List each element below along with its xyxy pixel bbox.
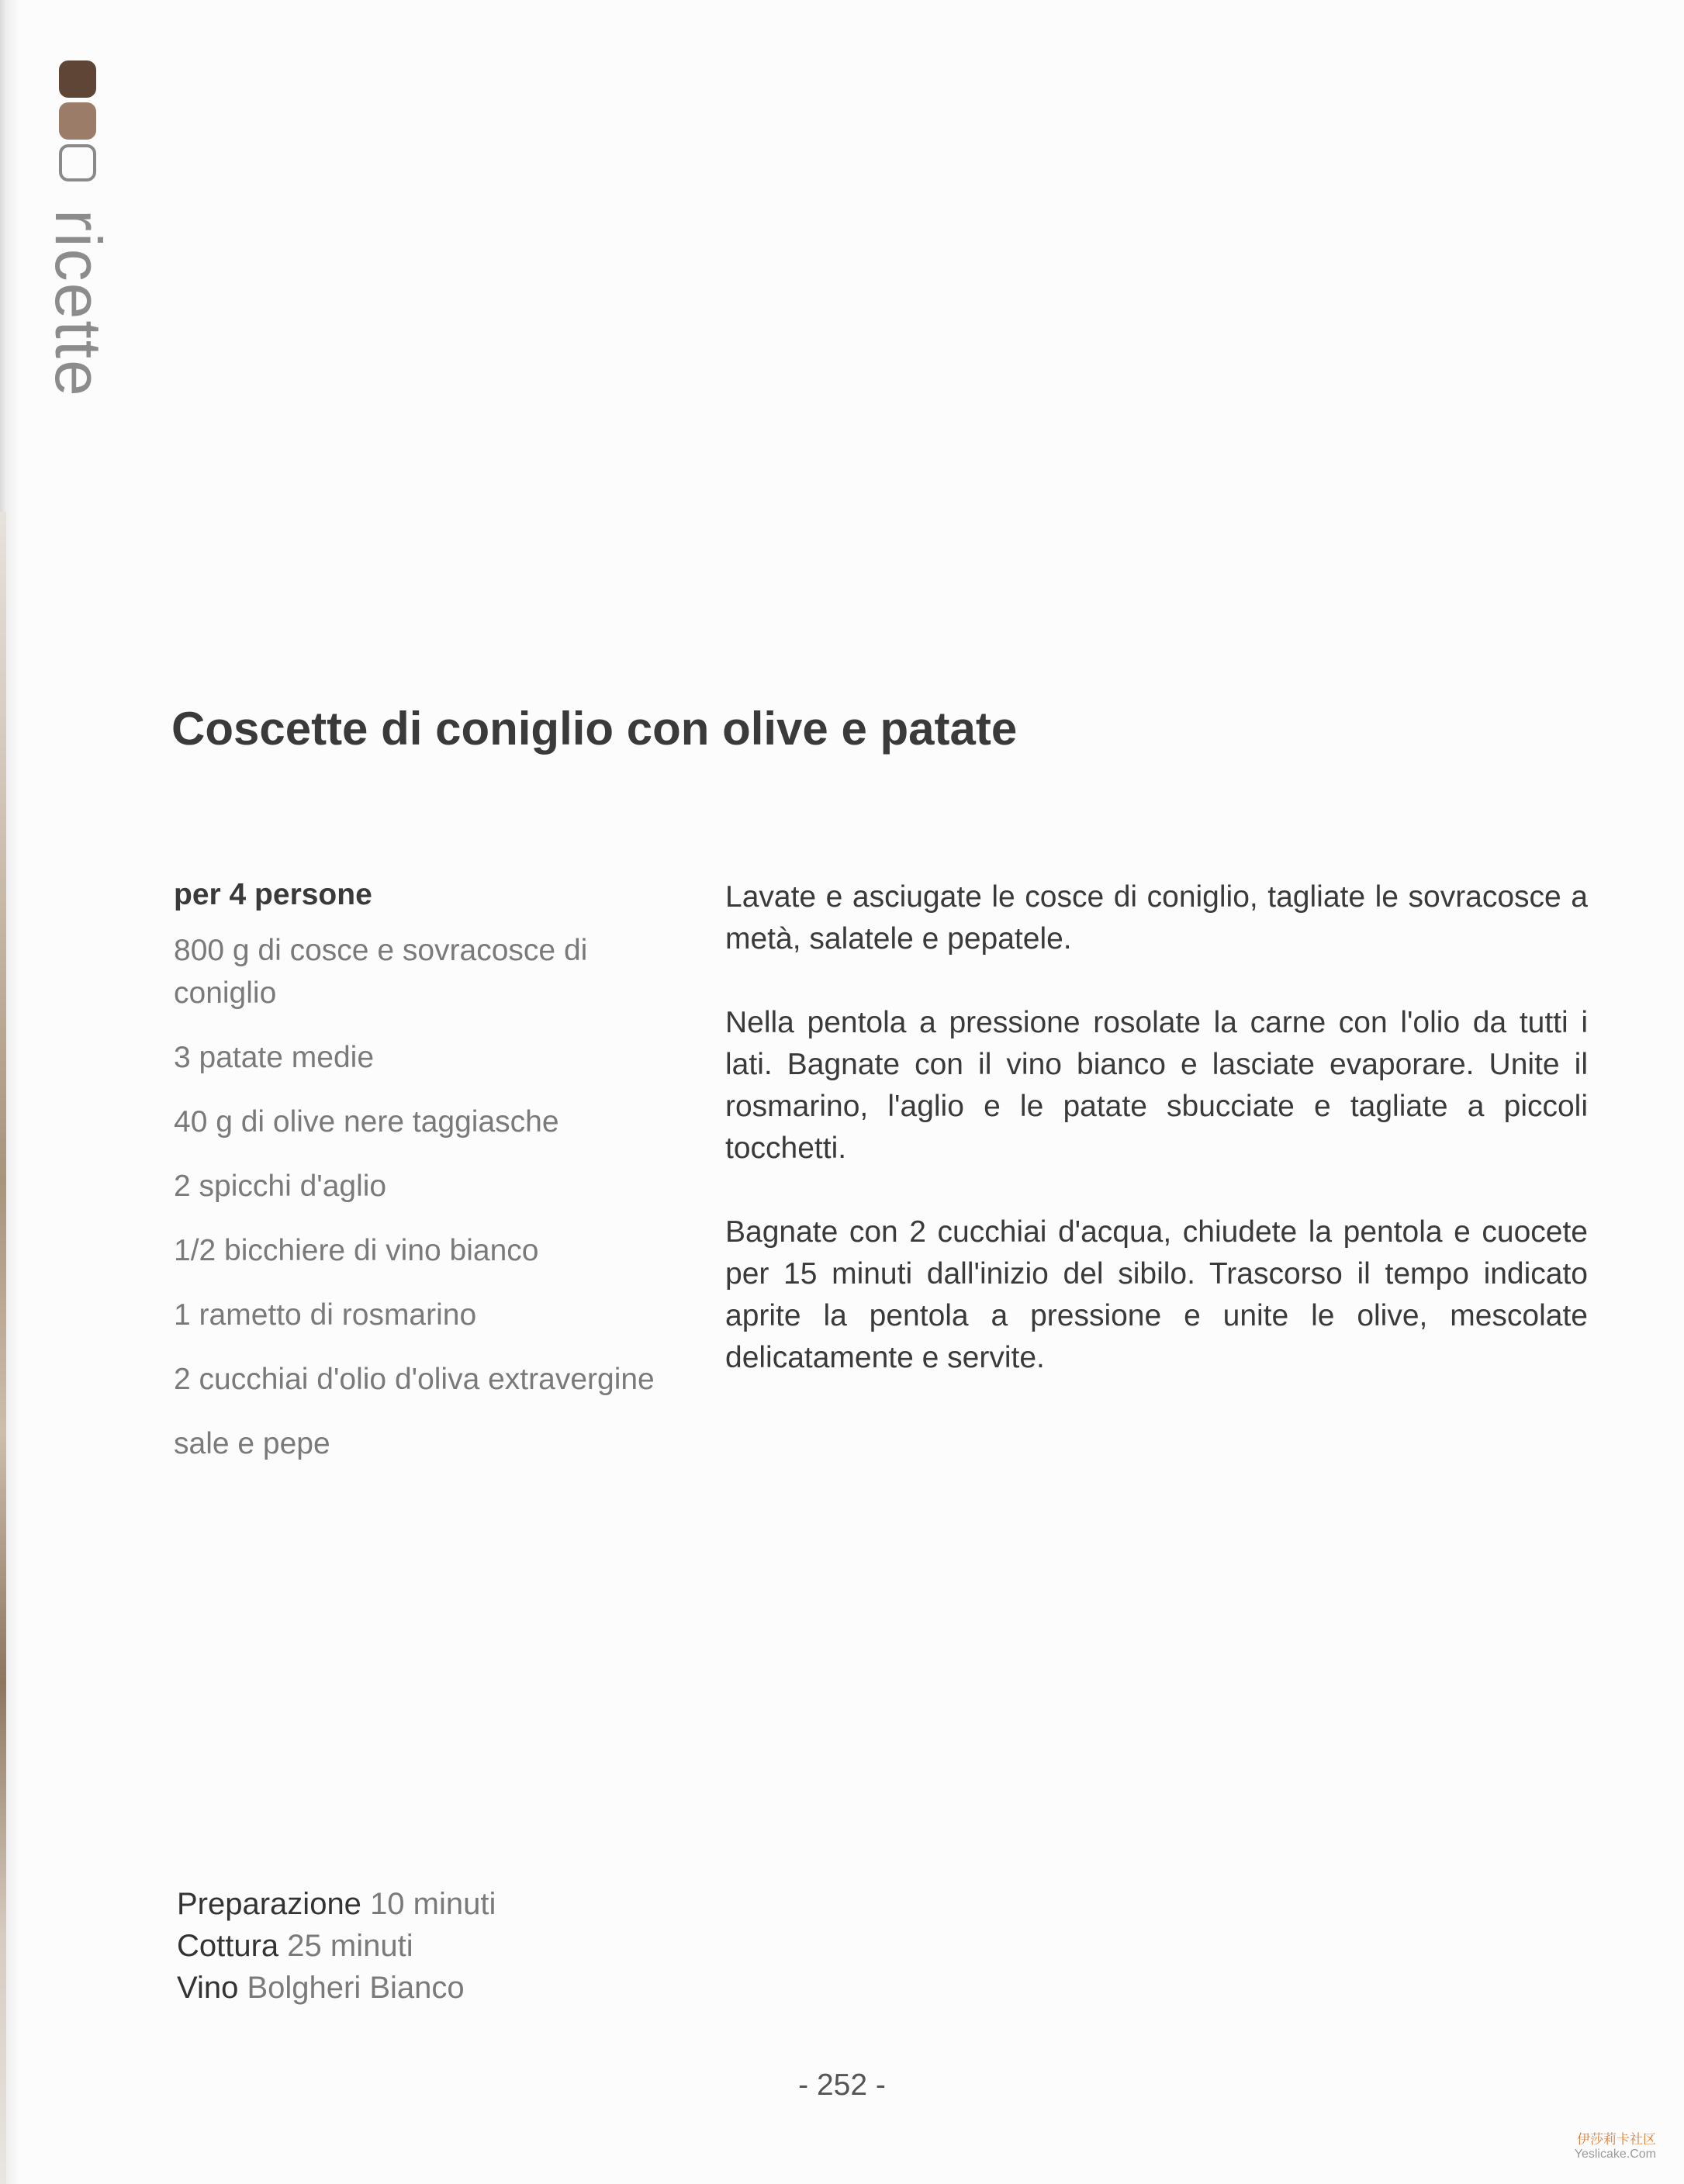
prep-time-value: 10 minuti xyxy=(370,1887,496,1921)
ingredient-item: 1/2 bicchiere di vino bianco xyxy=(174,1234,539,1267)
ingredient-item: 800 g di cosce e sovracosce di coniglio xyxy=(174,934,588,1010)
section-marker xyxy=(59,60,99,186)
cook-time-value: 25 minuti xyxy=(287,1929,413,1963)
wine-value: Bolgheri Bianco xyxy=(247,1971,465,2005)
marker-square-outline xyxy=(59,144,96,181)
ingredient-item: sale e pepe xyxy=(174,1427,330,1460)
method-step: Bagnate con 2 cucchiai d'acqua, chiudete la pentola e cuocete per 15 minuti dall'inizio del sibilo. Trascorso il tempo indicato aprite la pentola a pressione e unite le olive, mescolate delicatamente e servite. xyxy=(725,1215,1588,1374)
cook-time-label: Cottura xyxy=(177,1929,279,1963)
ingredient-item: 2 spicchi d'aglio xyxy=(174,1170,387,1203)
ingredients-list xyxy=(174,878,655,1487)
cook-time-row xyxy=(177,1925,496,1967)
prep-time-row xyxy=(177,1883,496,1925)
ingredient-item: 1 rametto di rosmarino xyxy=(174,1298,477,1332)
method-step: Lavate e asciugate le cosce di coniglio, tagliate le sovracosce a metà, salatele e pepatele. xyxy=(725,880,1588,955)
watermark xyxy=(1575,2128,1656,2162)
page-number: - 252 - xyxy=(798,2068,886,2102)
method-section xyxy=(725,876,1588,1421)
book-spine-strip xyxy=(0,512,6,2184)
marker-square-dark xyxy=(59,60,96,98)
wine-label: Vino xyxy=(177,1971,239,2005)
prep-time-label: Preparazione xyxy=(177,1887,361,1921)
ingredient-item: 2 cucchiai d'olio d'oliva extravergine xyxy=(174,1363,655,1396)
section-label: ricette xyxy=(42,209,115,398)
wine-row xyxy=(177,1967,496,2009)
ingredient-item: 40 g di olive nere taggiasche xyxy=(174,1105,559,1139)
recipe-info xyxy=(177,1883,496,2009)
method-step: Nella pentola a pressione rosolate la carne con l'olio da tutti i lati. Bagnate con il vino bianco e lasciate evaporare. Unite il rosmarino, l'aglio e le patate sbucciate e tagliate a piccoli tocchetti. xyxy=(725,1006,1588,1165)
recipe-title: Coscette di coniglio con olive e patate xyxy=(171,703,1018,755)
marker-square-medium xyxy=(59,102,96,140)
watermark-url: Yeslicake.Com xyxy=(1574,2148,1656,2161)
watermark-text: 伊莎莉卡社区 xyxy=(1577,2132,1656,2147)
servings-heading: per 4 persone xyxy=(174,878,372,911)
ingredient-item: 3 patate medie xyxy=(174,1041,375,1074)
